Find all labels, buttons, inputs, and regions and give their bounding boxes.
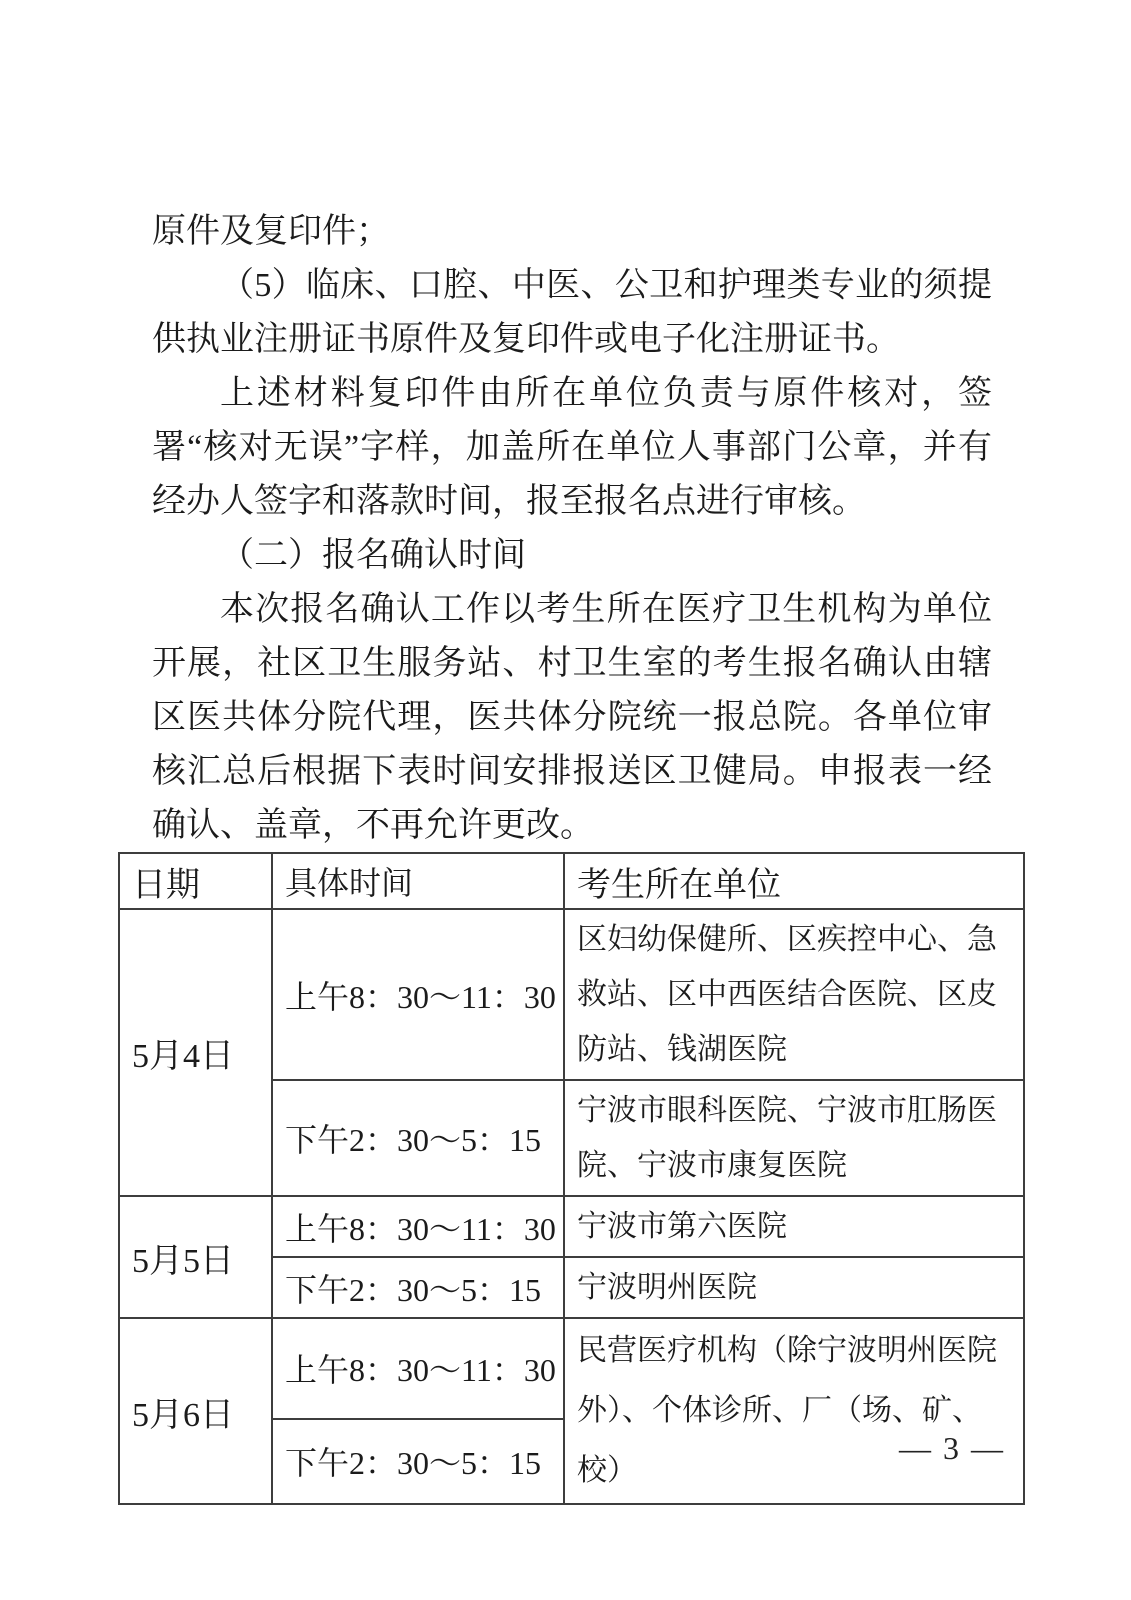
cell-time-may6-am: 上午8：30～11：30 [272,1318,564,1419]
cell-date-may6: 5月6日 [119,1318,272,1504]
table-header-row [119,853,1024,909]
cell-time-may4-am: 上午8：30～11：30 [272,909,564,1080]
cell-date-may5: 5月5日 [119,1196,272,1318]
section-heading-confirmation-time: （二）报名确认时间 [220,537,526,574]
col-header-unit: 考生所在单位 [564,853,1024,909]
confirmation-schedule-table [118,852,1025,1505]
cell-unit-may5-pm: 宁波明州医院 [564,1257,1024,1318]
cell-unit-may5-am: 宁波市第六医院 [564,1196,1024,1257]
cell-time-may6-pm: 下午2：30～5：15 [272,1419,564,1504]
col-header-date: 日期 [119,853,272,909]
page-number: — 3 — [899,1430,1005,1466]
paragraph-materials-check: 上述材料复印件由所在单位负责与原件核对，签署“核对无误”字样，加盖所在单位人事部门公章，并有经办人签字和落款时间，报至报名点进行审核。 [152,375,992,520]
cell-unit-may4-pm: 宁波市眼科医院、宁波市肛肠医院、宁波市康复医院 [564,1080,1024,1196]
cell-time-may5-pm: 下午2：30～5：15 [272,1257,564,1318]
cell-date-may4: 5月4日 [119,909,272,1196]
body-text [152,205,992,853]
paragraph-confirmation-process: 本次报名确认工作以考生所在医疗卫生机构为单位开展，社区卫生服务站、村卫生室的考生报名确认由辖区医共体分院代理，医共体分院统一报总院。各单位审核汇总后根据下表时间安排报送区卫健局。申报表一经确认、盖章，不再允许更改。 [152,591,992,844]
table-row-may4-am [119,909,1024,1080]
table-row-may6-am [119,1318,1024,1419]
cell-unit-may4-am: 区妇幼保健所、区疾控中心、急救站、区中西医结合医院、区皮防站、钱湖医院 [564,909,1024,1080]
col-header-time: 具体时间 [272,853,564,909]
paragraph-continuation: 原件及复印件； [152,213,390,250]
table-row-may5-am [119,1196,1024,1257]
cell-unit-may6: 民营医疗机构（除宁波明州医院外）、个体诊所、厂（场、矿、校） [564,1318,1024,1504]
cell-time-may4-pm: 下午2：30～5：15 [272,1080,564,1196]
paragraph-item-5: （5）临床、口腔、中医、公卫和护理类专业的须提供执业注册证书原件及复印件或电子化注册证书。 [152,267,992,358]
cell-time-may5-am: 上午8：30～11：30 [272,1196,564,1257]
